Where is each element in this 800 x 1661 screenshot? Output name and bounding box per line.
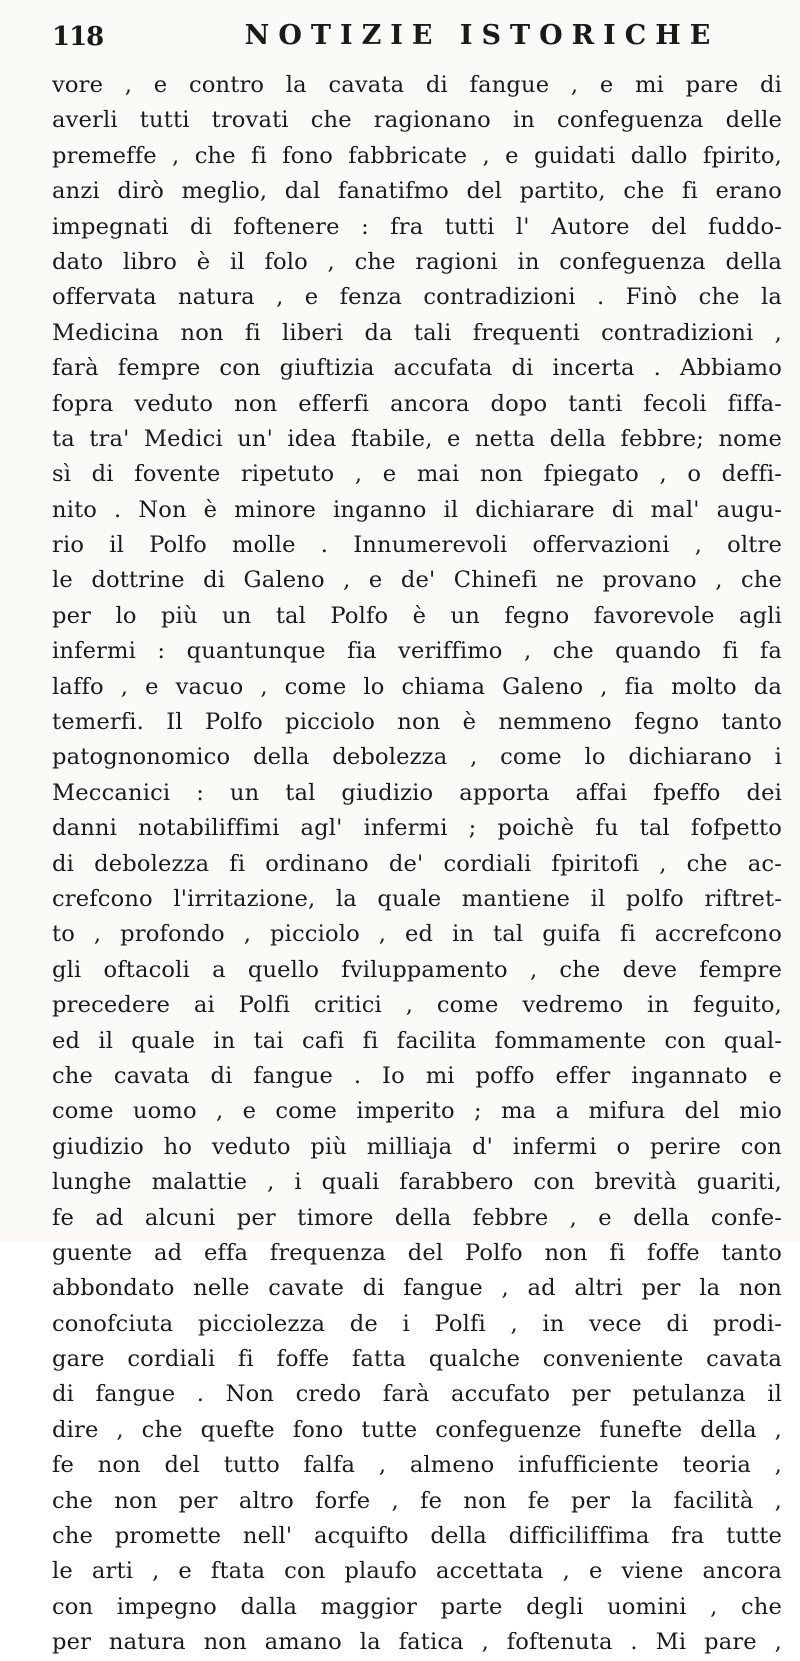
- text-line: sì di fovente ripetuto , e mai non fpiegato , o deffi-: [52, 461, 782, 488]
- text-line: dato libro è il folo , che ragioni in confeguenza della: [52, 248, 782, 275]
- text-line: temerfi. Il Polfo picciolo non è nemmeno fegno tanto: [52, 709, 782, 736]
- text-line: che promette nell' acquifto della difficiliffima fra tutte: [52, 1523, 782, 1550]
- text-line: gare cordiali fi foffe fatta qualche conveniente cavata: [52, 1346, 782, 1373]
- text-line: Medicina non fi liberi da tali frequenti contradizioni ,: [52, 319, 782, 346]
- text-line: averli tutti trovati che ragionano in confeguenza delle: [52, 107, 782, 134]
- text-line: ed il quale in tai cafi fi facilita fommamente con qual-: [52, 1027, 782, 1054]
- page-number: 118: [52, 22, 104, 52]
- text-line: per natura non amano la fatica , foftenuta . Mi pare ,: [52, 1629, 782, 1656]
- text-line: ta tra' Medici un' idea ftabile, e netta della febbre; nome: [52, 425, 782, 452]
- text-line: guente ad effa frequenza del Polfo non fi foffe tanto: [52, 1239, 782, 1266]
- text-line: Meccanici : un tal giudizio apporta affai fpeffo dei: [52, 779, 782, 806]
- text-line: rio il Polfo molle . Innumerevoli offervazioni , oltre: [52, 532, 782, 559]
- text-line: per lo più un tal Polfo è un fegno favorevole agli: [52, 602, 782, 629]
- text-line: che cavata di fangue . Io mi poffo effer ingannato e: [52, 1062, 782, 1089]
- text-line: lunghe malattie , i quali farabbero con brevità guariti,: [52, 1169, 782, 1196]
- text-line: come uomo , e come imperito ; ma a mifura del mio: [52, 1098, 782, 1125]
- page-header: [52, 16, 780, 56]
- text-line: fe non del tutto falfa , almeno infufficiente teoria ,: [52, 1452, 782, 1479]
- text-line: giudizio ho veduto più milliaja d' infermi o perire con: [52, 1133, 782, 1160]
- body-text: [52, 68, 782, 1661]
- text-line: anzi dirò meglio, dal fanatifmo del partito, che fi erano: [52, 178, 782, 205]
- text-line: di debolezza fi ordinano de' cordiali fpiritofi , che ac-: [52, 850, 782, 877]
- text-line: dire , che quefte fono tutte confeguenze funefte della ,: [52, 1416, 782, 1443]
- text-line: nito . Non è minore inganno il dichiarare di mal' augu-: [52, 496, 782, 523]
- text-line: impegnati di foftenere : fra tutti l' Autore del fuddo-: [52, 213, 782, 240]
- text-line: le arti , e ftata con plaufo accettata , e viene ancora: [52, 1558, 782, 1585]
- text-line: gli oftacoli a quello fviluppamento , che deve fempre: [52, 956, 782, 983]
- text-line: conofciuta picciolezza de i Polfi , in vece di prodi-: [52, 1310, 782, 1337]
- text-line: patognonomico della debolezza , come lo dichiarano i: [52, 744, 782, 771]
- running-title: NOTIZIE ISTORICHE: [244, 20, 720, 51]
- text-line: offervata natura , e fenza contradizioni . Finò che la: [52, 284, 782, 311]
- text-line: farà fempre con giuftizia accufata di incerta . Abbiamo: [52, 355, 782, 382]
- text-line: infermi : quantunque fia veriffimo , che quando fi fa: [52, 638, 782, 665]
- text-line: to , profondo , picciolo , ed in tal guifa fi accrefcono: [52, 921, 782, 948]
- text-line: crefcono l'irritazione, la quale mantiene il polfo riftret-: [52, 885, 782, 912]
- text-line: di fangue . Non credo farà accufato per petulanza il: [52, 1381, 782, 1408]
- text-line: con impegno dalla maggior parte degli uomini , che: [52, 1593, 782, 1620]
- text-line: danni notabiliffimi agl' infermi ; poichè fu tal fofpetto: [52, 815, 782, 842]
- text-line: fe ad alcuni per timore della febbre , e della confe-: [52, 1204, 782, 1231]
- text-line: precedere ai Polfi critici , come vedremo in feguito,: [52, 992, 782, 1019]
- text-line: fopra veduto non efferfi ancora dopo tanti fecoli fiffa-: [52, 390, 782, 417]
- text-line: le dottrine di Galeno , e de' Chinefi ne provano , che: [52, 567, 782, 594]
- text-line: premeffe , che fi fono fabbricate , e guidati dallo fpirito,: [52, 142, 782, 169]
- text-line: che non per altro forfe , fe non fe per la facilità ,: [52, 1487, 782, 1514]
- text-line: vore , e contro la cavata di fangue , e mi pare di: [52, 72, 782, 98]
- text-line: laffo , e vacuo , come lo chiama Galeno , fia molto da: [52, 673, 782, 700]
- text-line: abbondato nelle cavate di fangue , ad altri per la non: [52, 1275, 782, 1302]
